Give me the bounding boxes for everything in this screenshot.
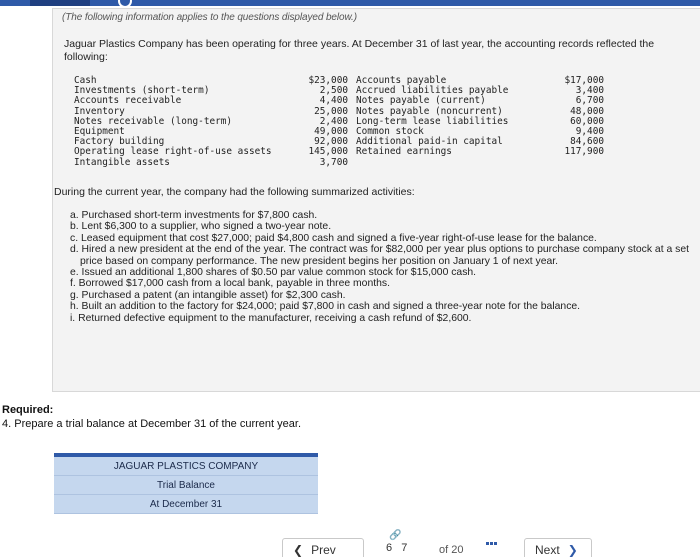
account-name: Cash bbox=[74, 75, 97, 86]
account-value: 6,700 bbox=[575, 95, 604, 107]
required-label: Required: bbox=[2, 404, 54, 416]
trial-balance-header bbox=[54, 453, 318, 514]
account-value: 48,000 bbox=[570, 105, 604, 117]
trial-balance-title: Trial Balance bbox=[54, 476, 318, 495]
prev-button[interactable] bbox=[282, 538, 364, 557]
activity-item: g. Purchased a patent (an intangible asset) for $2,300 cash. bbox=[70, 289, 346, 301]
account-value: 49,000 bbox=[314, 125, 348, 137]
account-name: Intangible assets bbox=[74, 156, 170, 168]
account-name: Investments (short-term) bbox=[74, 85, 210, 97]
page-current[interactable]: 6 bbox=[386, 542, 393, 554]
pager bbox=[0, 528, 700, 557]
account-name: Common stock bbox=[356, 125, 424, 137]
activities-intro: During the current year, the company had the following summarized activities: bbox=[54, 186, 415, 198]
account-name: Notes payable (noncurrent) bbox=[356, 105, 503, 117]
account-value: 3,700 bbox=[319, 156, 348, 168]
page-count: of 20 bbox=[439, 544, 464, 556]
account-value: 117,900 bbox=[564, 146, 604, 158]
account-value: 145,000 bbox=[308, 146, 348, 158]
chevron-right-icon: ❯ bbox=[567, 543, 578, 557]
activity-item: d. Hired a new president at the end of the year. The contract was for $82,000 per year plus options to purchase company stock at a set price based on company performance. The new president begins her position on January 1 of next year. bbox=[70, 244, 689, 267]
trial-balance-date: At December 31 bbox=[54, 495, 318, 514]
task-text: 4. Prepare a trial balance at December 31 of the current year. bbox=[2, 418, 301, 430]
activity-item: b. Lent $6,300 to a supplier, who signed a two-year note. bbox=[70, 221, 332, 233]
page-numbers[interactable] bbox=[386, 542, 407, 554]
chevron-left-icon: ❮ bbox=[293, 543, 304, 557]
account-name: Accrued liabilities payable bbox=[356, 85, 509, 97]
top-bar bbox=[0, 0, 700, 6]
account-value: 9,400 bbox=[575, 125, 604, 137]
account-value: 3,400 bbox=[575, 85, 604, 97]
next-label: Next bbox=[535, 543, 560, 557]
accounts-left-values bbox=[294, 76, 348, 168]
next-button[interactable] bbox=[524, 538, 592, 557]
trial-balance-company: JAGUAR PLASTICS COMPANY bbox=[54, 457, 318, 476]
account-name: Accounts payable bbox=[356, 75, 447, 86]
activity-item: h. Built an addition to the factory for $24,000; paid $7,800 in cash and signed a three-year note for the balance. bbox=[70, 301, 581, 313]
account-value: $17,000 bbox=[564, 75, 604, 86]
account-value: 2,400 bbox=[319, 115, 348, 127]
link-icon: 🔗 bbox=[389, 530, 402, 541]
account-name: Notes receivable (long-term) bbox=[74, 115, 233, 127]
accounts-left-names bbox=[74, 76, 272, 168]
info-badge-icon bbox=[118, 0, 132, 8]
account-name: Long-term lease liabilities bbox=[356, 115, 509, 127]
accounts-right-names bbox=[356, 76, 508, 158]
account-value: $23,000 bbox=[308, 75, 348, 86]
activities-list bbox=[70, 210, 700, 324]
activity-item: a. Purchased short-term investments for $7,800 cash. bbox=[70, 210, 318, 221]
account-value: 4,400 bbox=[319, 95, 348, 107]
account-value: 84,600 bbox=[570, 136, 604, 148]
problem-intro: Jaguar Plastics Company has been operating for three years. At December 31 of last year, the accounting records reflected the following: bbox=[64, 38, 655, 63]
prev-label: Prev bbox=[311, 543, 336, 557]
account-value: 2,500 bbox=[319, 85, 348, 97]
top-tab[interactable] bbox=[30, 0, 90, 6]
account-name: Additional paid-in capital bbox=[356, 136, 503, 148]
account-value: 25,000 bbox=[314, 105, 348, 117]
activity-item: f. Borrowed $17,000 cash from a local bank, payable in three months. bbox=[70, 278, 390, 290]
account-value: 60,000 bbox=[570, 115, 604, 127]
account-name: Factory building bbox=[74, 136, 165, 148]
account-name: Inventory bbox=[74, 105, 125, 117]
activity-item: c. Leased equipment that cost $27,000; paid $4,800 cash and signed a five-year right-of-use lease for the balance. bbox=[70, 232, 597, 244]
account-name: Notes payable (current) bbox=[356, 95, 486, 107]
page-next[interactable]: 7 bbox=[401, 542, 408, 554]
account-name: Accounts receivable bbox=[74, 95, 182, 107]
shared-info-note: (The following information applies to the questions displayed below.) bbox=[62, 12, 357, 23]
saved-indicator bbox=[395, 0, 425, 6]
grid-icon[interactable] bbox=[486, 542, 500, 554]
account-name: Retained earnings bbox=[356, 146, 452, 158]
activity-item: i. Returned defective equipment to the manufacturer, receiving a cash refund of $2,600. bbox=[70, 312, 472, 324]
account-name: Equipment bbox=[74, 125, 125, 137]
accounts-right-values bbox=[550, 76, 604, 158]
info-panel bbox=[52, 8, 700, 392]
activity-item: e. Issued an additional 1,800 shares of $0.50 par value common stock for $15,000 cash. bbox=[70, 267, 477, 279]
account-name: Operating lease right-of-use assets bbox=[74, 146, 272, 158]
account-value: 92,000 bbox=[314, 136, 348, 148]
